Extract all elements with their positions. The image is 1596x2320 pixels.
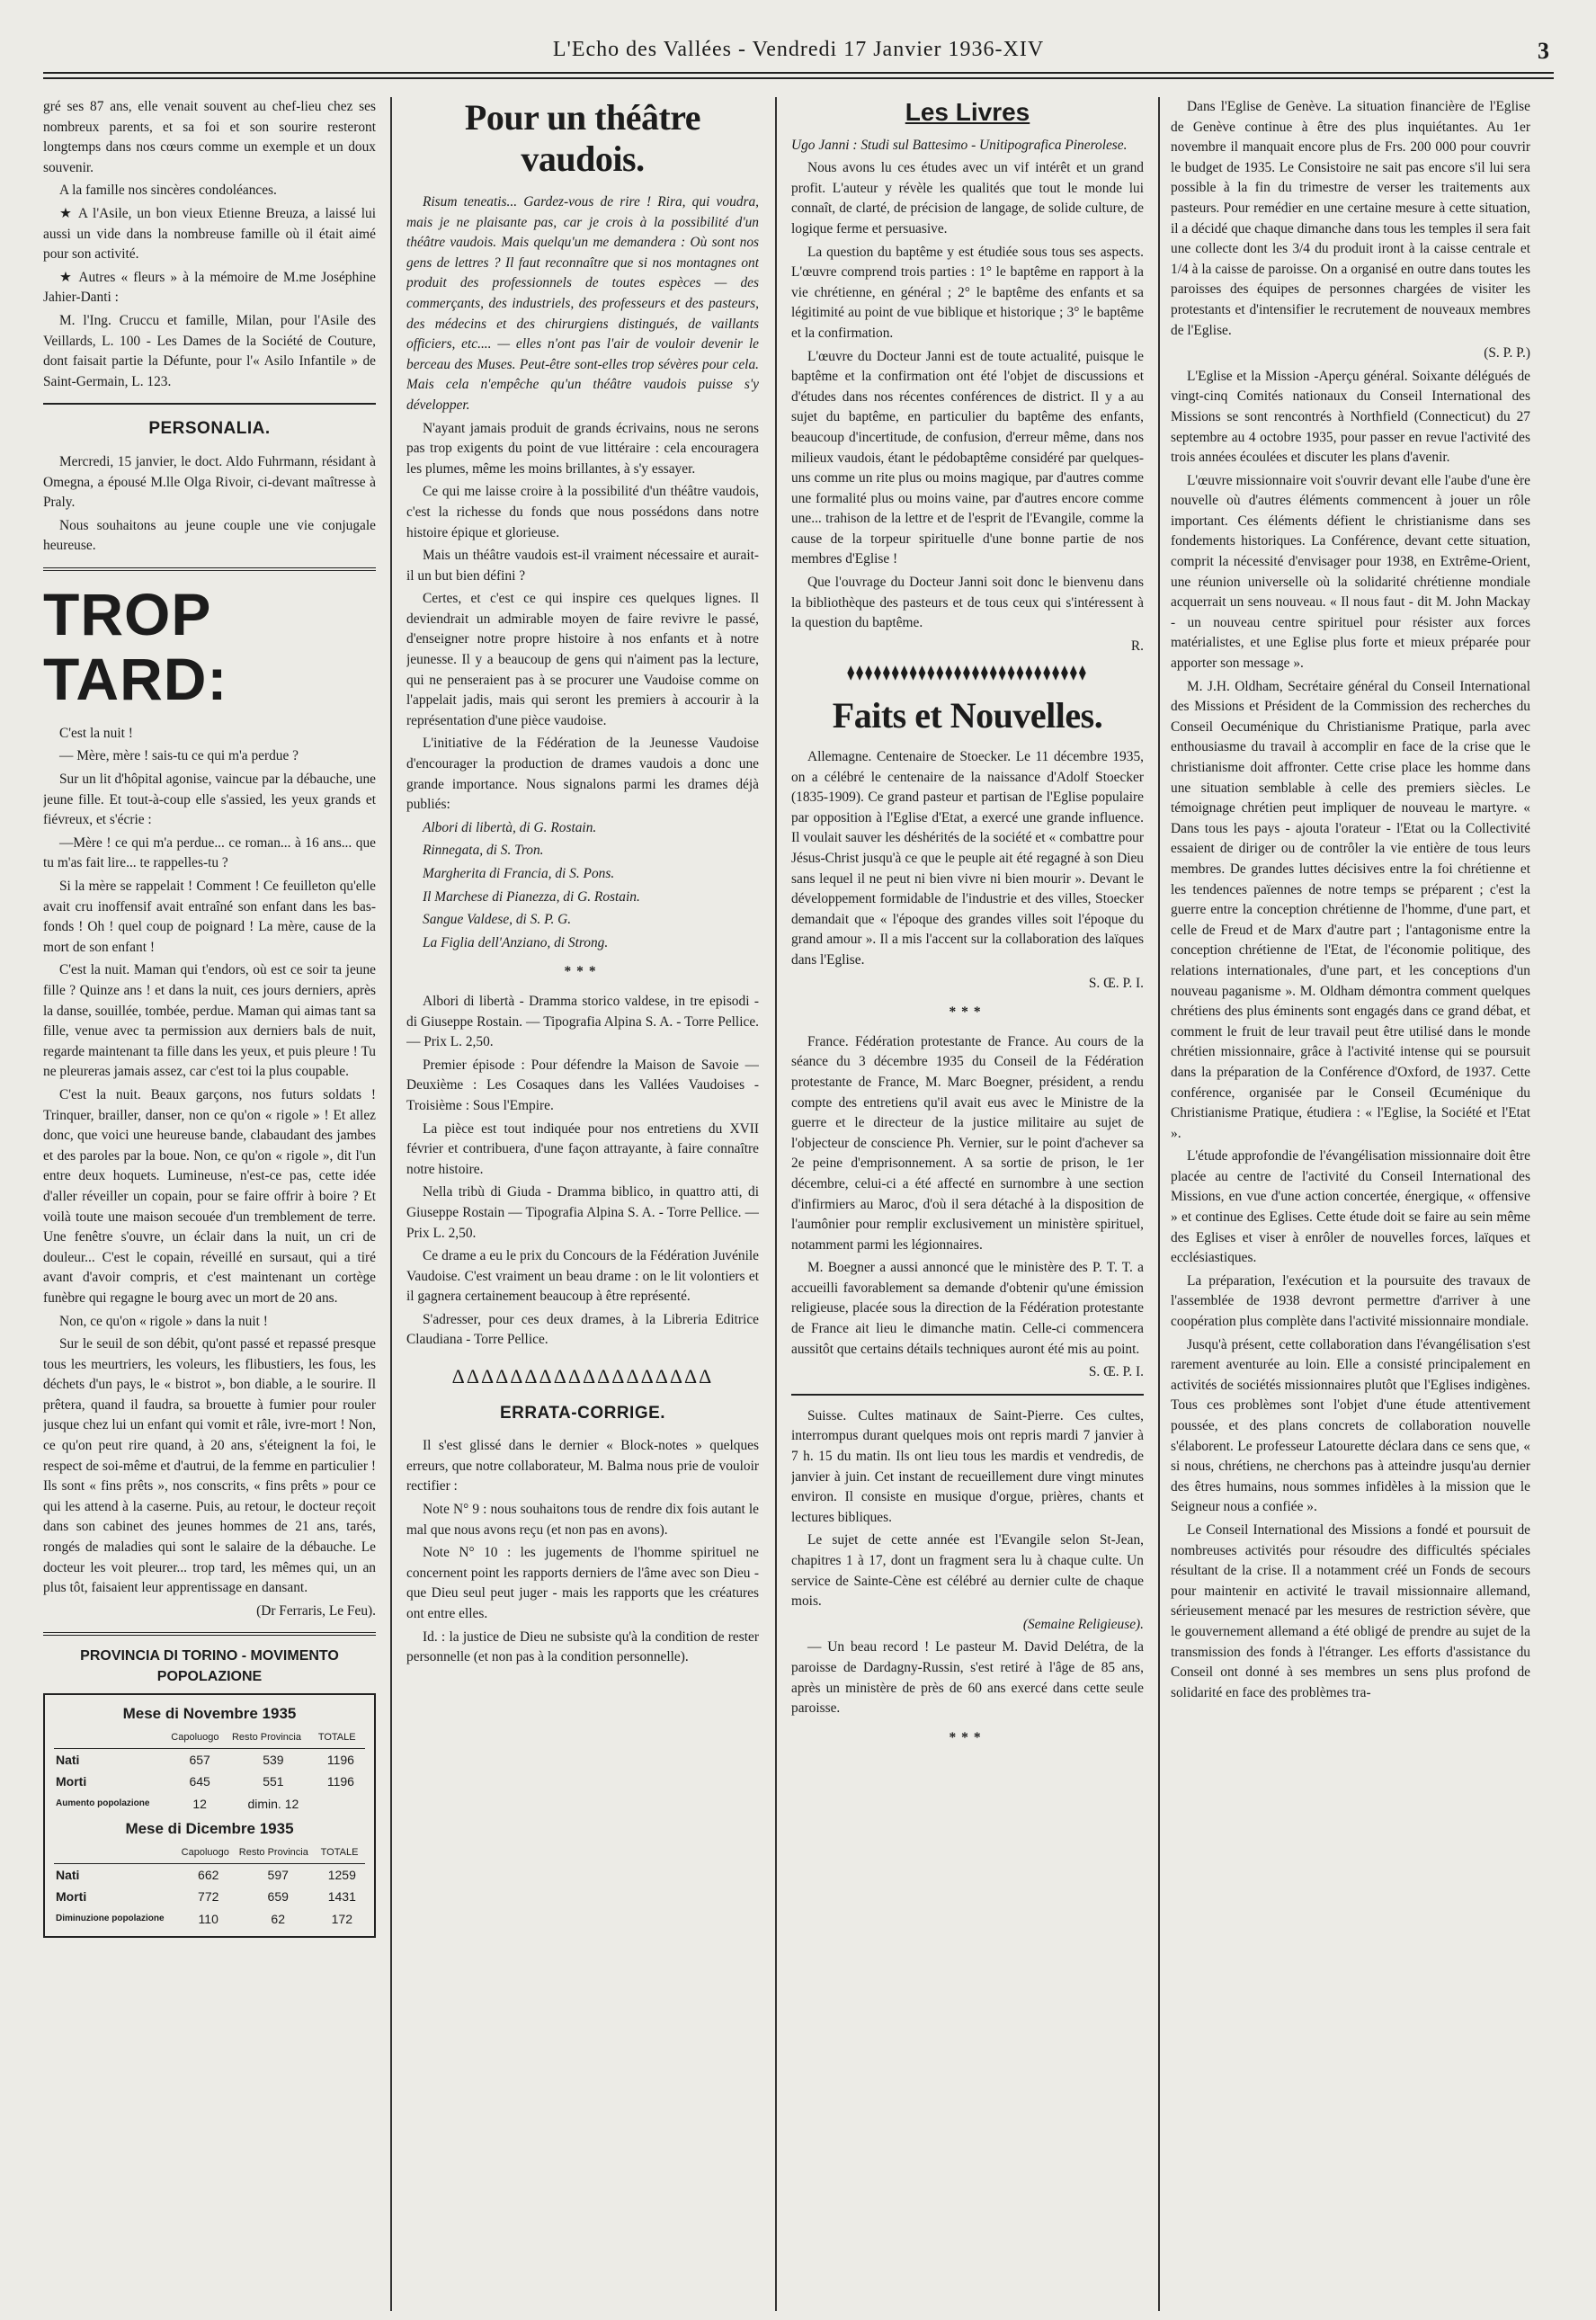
article-paragraph: M. l'Ing. Cruccu et famille, Milan, pour l'Asile des Veillards, L. 100 - Les Dames de la Société de Couture, dont faisait partie la Défunte, pour l'« Asilo Infantile » de Saint-Germain, L. 123. (43, 312, 376, 389)
section-rule (43, 1632, 376, 1636)
page-number: 3 (1538, 38, 1550, 64)
article-paragraph: Risum teneatis... Gardez-vous de rire ! Rira, qui voudra, mais je ne plaisante pas, car je crois à la possibilité d'un théâtre vaudois. Mais quelqu'un me demandera : Où sont nos gens de lettres ? Il faut reconnaître que si nos montagnes ont produit des professionnels de toutes espèces — des commerçants, des industriels, des professeurs et des pasteurs, des médecins et des chirurgiens distingués, de vaillants officiers, etc.... — elles n'ont pas l'air de vouloir devenir le berceau des Muses. Peut-être sont-elles trop sévères pour cela. Mais cela n'empêche qu'un théâtre vaudois puisse s'y développer. (406, 194, 759, 413)
article-paragraph: M. J.H. Oldham, Secrétaire général du Conseil International des Missions et Président de la Commission des recherches du Conseil Oecuménique du Christianisme Pratique, parla avec enthousiasme du travail à accomplir en face de la crise que le christianisme doit affronter. Cette crise place les homme dans une situation semblable à celle des premiers siècles. Le témoignage chrétien peut impliquer de nouveau le martyre. « Dans tous les pays - ajouta l'orateur - l'Etat ou la Collectivité essaient de diriger ou de contrôler la vie entière de tous leurs membres. De grandes luttes décisives entre la foi chrétienne et les tendences païennes de notre temps se préparent ; c'est la guerre entre la conception chrétienne de l'homme, d'une part, et celle de Freud et de Marx d'autre part ; l'antagonisme entre la conception chrétienne de l'Etat, de l'économie politique, des relations internationales, d'une part, et les conceptions d'un nouveau paganisme ». M. Oldham démontra comment quelques chrétiens des plus éminents sont engagés dans ce grand débat, et comment le fruit de leur travail peut être utilisé dans le monde chrétien missionnaire, grâce à l'activité intense qui se poursuit dans la préparation de la Conférence d'Oxford, de 1937. Cette conférence, organisée par le Conseil Œcuménique du Christianisme Pratique, étudiera : « l'Eglise, la Société et l'Etat ». (1171, 678, 1530, 1141)
table-cell: Nati (56, 1752, 80, 1767)
table-header (54, 1727, 169, 1748)
population-title: PROVINCIA DI TORINO - MOVIMENTO POPOLAZIONE (80, 1648, 339, 1684)
article-signature: S. Œ. P. I. (1088, 1364, 1144, 1380)
article-paragraph: Nella tribù di Giuda - Dramma biblico, in quattro atti, di Giuseppe Rostain — Tipografia Alpina S. A. - Torre Pellice. — Prix L. 2,50. (406, 1184, 759, 1241)
article-paragraph: Mais un théâtre vaudois est-il vraiment nécessaire et aurait-il un but bien défini ? (406, 548, 759, 584)
article-signature: (Dr Ferraris, Le Feu). (256, 1602, 376, 1619)
article-paragraph: Mercredi, 15 janvier, le doct. Aldo Fuhrmann, résidant à Omegna, a épousé M.lle Olga Rivoir, ci-devant maîtresse à Praly. (43, 453, 376, 511)
table-cell: 1196 (326, 1774, 354, 1789)
article-paragraph: Non, ce qu'on « rigole » dans la nuit ! (59, 1313, 268, 1329)
table-cell: 1259 (327, 1867, 356, 1882)
article-paragraph: Jusqu'à présent, cette collaboration dans l'évangélisation s'est rarement aventurée au loin. Elle a consisté principalement en activités de sociétés missionnaires plutôt que l'Eglises indigènes. Tous ces problèmes sont l'objet d'une étude attentivement poussée, et des plans concrets de collaboration nouvelle s'élaborent. Le professeur Latourette déclara dans ce sens que, « si nous, chrétiens, ne cherchons pas à atteindre jusqu'au dernier des êtres humains, nous sommes infidèles à la mission que le Seigneur nous a confiée ». (1171, 1336, 1530, 1515)
errata-heading: ERRATA-CORRIGE. (499, 1403, 666, 1423)
section-stars: *** (564, 964, 602, 980)
ornament-band: ⧫⧫⧫⧫⧫⧫⧫⧫⧫⧫⧫⧫⧫⧫⧫⧫⧫⧫⧫⧫⧫⧫⧫⧫⧫⧫⧫ (847, 665, 1088, 682)
table-row (54, 1908, 365, 1931)
population-month: Mese di Novembre 1935 (122, 1704, 297, 1722)
table-cell: 110 (198, 1911, 218, 1926)
masthead-title: L'Echo des Vallées - Vendredi 17 Janvier 1936-XIV (552, 38, 1045, 61)
section-rule (43, 403, 376, 405)
table-cell: 662 (198, 1867, 219, 1882)
article-signature: (Semaine Religieuse). (1022, 1616, 1144, 1632)
table-cell: Morti (56, 1889, 87, 1905)
column-divider (775, 97, 777, 2311)
section-stars: *** (949, 1004, 986, 1021)
table-cell: 62 (271, 1911, 285, 1926)
article-paragraph: Le Conseil International des Missions a fondé et poursuit de nombreuses activités pour résoudre des difficultés spéciales résultant de la crise. Il a notamment créé un Fonds de secours pour maintenir en activité le travail missionnaire allemand, sérieusement menacé par les mesures de restriction sévère, que le gouvernement allemand a été obligé de prendre au sujet de la transmission des fonds à l'étranger. Les efforts d'assistance du Conseil ont donné à ses membres un sens plus profond de solidarité en face des problèmes tra- (1171, 1521, 1530, 1700)
works-list-item: Albori di libertà, di G. Rostain. (423, 819, 597, 835)
population-month: Mese di Dicembre 1935 (125, 1819, 294, 1837)
table-cell: 659 (267, 1889, 289, 1905)
table-cell: 772 (198, 1889, 219, 1905)
table-row (54, 1793, 365, 1816)
article-paragraph: Ugo Janni : Studi sul Battesimo - Unitipografica Pinerolese. (791, 137, 1128, 153)
article-paragraph: Note N° 10 : les jugements de l'homme spirituel ne concernent point les rapports derniers de l'âme avec son Dieu - que Dieu seul peut juger - mais les rapports que les créatures ont entre elles. (406, 1545, 759, 1621)
table-cell: Nati (56, 1867, 80, 1882)
article-paragraph: C'est la nuit ! (59, 725, 133, 741)
table-header: TOTALE (317, 1727, 365, 1748)
article-paragraph: ★ A l'Asile, un bon vieux Etienne Breuza, a laissé lui aussi un vide dans la nombreuse famille où il était aimé pour son activité. (43, 205, 376, 263)
article-paragraph: —Mère ! ce qui m'a perdue... ce roman... à 16 ans... que tu m'as fait lire... te rappelles-tu ? (43, 834, 376, 871)
article-paragraph: C'est la nuit. Beaux garçons, nos futurs soldats ! Trinquer, brailler, danser, non ce qu'on « rigole » ! Et allez donc, que voici une heureuse bande, clabaudant des jambes et des paroles par la boue. Non, ce qu'on « rigole », dit l'un entre deux hoquets. Lumineuse, n'est-ce pas, cette idée d'aller réveiller un copain, pour se faire offrir à boire ? Et voilà toute une maison secouée d'un tremblement de terre. Une fenêtre s'ouvre, un éclair dans la nuit, un cri de douleur... C'est le copain, réveillé en sursaut, qui a tiré avant d'avoir compris, et c'est maintenant un cortège funèbre qui regagne le bourg avec un mort de 20 ans. (43, 1086, 376, 1306)
table-cell: Morti (56, 1774, 87, 1789)
personalia-heading: PERSONALIA. (148, 419, 271, 439)
article-signature: R. (1130, 638, 1144, 654)
article-paragraph: Il s'est glissé dans le dernier « Block-notes » quelques erreurs, que notre collaborateur, M. Balma nous prie de vouloir rectifier : (406, 1438, 759, 1495)
article-paragraph: Id. : la justice de Dieu ne subsiste qu'à la condition de rester personnelle (et non pas à la condition personnelle). (406, 1628, 759, 1665)
article-paragraph: Note N° 9 : nous souhaitons tous de rendre dix fois autant le mal que nous avons reçu (et non pas en avons). (406, 1502, 759, 1538)
article-paragraph: L'Eglise et la Mission -Aperçu général. Soixante délégués de vingt-cinq Comités nationaux du Conseil International des Missions se sont rencontrés à Northfield (Connecticut) du 27 septembre au 4 octobre 1935, pour passer en revue l'activité des trois années écoulées et discuter les plans d'avenir. (1171, 368, 1530, 466)
table-cell: Diminuzione popolazione (56, 1913, 165, 1923)
table-header (54, 1843, 180, 1863)
population-table (54, 1727, 365, 1815)
article-paragraph: La pièce est tout indiquée pour nos entretiens du XVII février et contribuera, d'une façon attrayante, à faire connaître notre histoire. (406, 1120, 759, 1177)
article-paragraph: Sur un lit d'hôpital agonise, vaincue par la débauche, une jeune fille. Et tout-à-coup elle s'assied, les yeux grands et fiévreux, et s'écrie : (43, 772, 376, 828)
table-header: Capoluogo (169, 1727, 230, 1748)
table-cell: 551 (263, 1774, 284, 1789)
article-paragraph: Nous souhaitons au jeune couple une vie conjugale heureuse. (43, 517, 376, 554)
theatre-title: Pour un théâtre vaudois. (464, 97, 701, 179)
article-paragraph: Allemagne. Centenaire de Stoecker. Le 11 décembre 1935, on a célébré le centenaire de la naissance d'Adolf Stoecker (1835-1909). Ce grand pasteur et partisan de l'Eglise populaire par opposition à l'Eglise d'Etat, a exercé une grande influence. Il voulait sauver les déshérités de la société et « combattre pour Jésus-Christ jusqu'à ce que le peuple ait été regagné à son Dieu sans lequel il ne peut ni bien vivre ni bien mourir ». Devant le développement formidable de l'industrie et des villes, Stoecker demandait que « l'époque des grandes villes soit l'époque du grand amour ». Il a mis l'accent sur la collaboration des laïques dans l'Eglise. (791, 749, 1144, 968)
table-row (54, 1886, 365, 1908)
population-box (43, 1693, 376, 1938)
header-rule-2 (43, 77, 1554, 79)
article-paragraph: L'étude approfondie de l'évangélisation missionnaire doit être placée au centre de l'activité du Conseil International des Missions, en vue d'une action concertée, énergique, « offensive » et continue des Eglises. Cette étude doit se faire au sein même des Eglises et viser à enrôler de nouvelles forces, laïques et ecclésiastiques. (1171, 1148, 1530, 1266)
trop-tard-heading: TROP TARD: (43, 580, 228, 712)
header-rule (43, 72, 1554, 74)
table-row (54, 1771, 365, 1793)
table-cell: 645 (189, 1774, 210, 1789)
triangle-ornament: ΔΔΔΔΔΔΔΔΔΔΔΔΔΔΔΔΔΔ (451, 1367, 714, 1388)
column-4 (1171, 97, 1530, 2311)
table-cell (317, 1793, 365, 1816)
article-paragraph: Que l'ouvrage du Docteur Janni soit donc le bienvenu dans la bibliothèque des pasteurs et de tous ceux qui s'intéressent à la question du baptême. (791, 575, 1144, 631)
table-row (54, 1863, 365, 1886)
article-paragraph: N'ayant jamais produit de grands écrivains, nous ne serons pas trop exigents du point de vue littéraire : cela encouragera les plumes, même les moins brillantes, à s'y essayer. (406, 420, 759, 477)
works-list-item: La Figlia dell'Anziano, di Strong. (423, 934, 609, 950)
column-divider (1158, 97, 1160, 2311)
table-cell: Aumento popolazione (56, 1798, 150, 1808)
article-paragraph: — Mère, mère ! sais-tu ce qui m'a perdue ? (59, 748, 299, 764)
article-signature: S. Œ. P. I. (1088, 975, 1144, 991)
section-rule (43, 567, 376, 571)
works-list-item: Margherita di Francia, di S. Pons. (423, 866, 615, 881)
article-paragraph: Sur le seuil de son débit, qu'ont passé et repassé presque tous les meurtriers, les voleurs, les flibustiers, les fous, les déchets d'un pays, le « bistrot », bon diable, a le sourire. Il prêtera, quand il faudra, sa brouette à fumier pour rouler jusque chez lui un enfant qui vomit et râle, ivre-mort ! Non, ce qu'on peut rire quand, à 20 ans, s'éteignent la foi, le respect de soi-même et d'autrui, de la femme en particulier ! Ils sont « fins prêts », nos conscrits, « fins prêts » pour ce qui les attend à la caserne. Puis, au retour, le docteur reçoit dans son cabinet des jeunes hommes de 21 ans, tarés, rongés de maladies qui sont le salaire de la débauche. Le docteur les voit pleurer... trop tard, les mêmes qui, un an plus tôt, faisaient leur apprentissage en dansant. (43, 1336, 376, 1596)
table-cell: 12 (192, 1796, 207, 1811)
livres-heading: Les Livres (905, 98, 1030, 126)
article-paragraph: Dans l'Eglise de Genève. La situation financière de l'Eglise de Genève continue à être des plus inquiétantes. Au 1er novembre il manquait encore plus de Frs. 200 000 pour couvrir le budget de 1935. Le Consistoire ne sait pas encore s'il lui sera possible à la fin du trimestre de verser les traitements aux pasteurs. Pour remédier en une certaine mesure à cette situation, il a décidé que chaque dimanche dans tous les temples il sera fait une collecte dont les 3/4 du produit iront à la caisse centrale et 1/4 à la caisse de paroisse. On a organisé en outre dans toutes les paroisses des équipes de personnes chargées de visiter les protestants et d'intensifier le recrutement de nouveaux membres de l'Eglise. (1171, 99, 1530, 338)
population-table (54, 1843, 365, 1930)
table-cell: dimin. 12 (247, 1796, 299, 1811)
table-cell: 539 (263, 1752, 284, 1767)
works-list-item: Rinnegata, di S. Tron. (423, 843, 544, 859)
article-paragraph: Certes, et c'est ce qui inspire ces quelques lignes. Il deviendrait un admirable moyen de faire revivre le passé, d'enseigner notre propre histoire à nos enfants et à notre jeunesse. Il y a beaucoup de gens qui n'aiment pas la lecture, qui ne penseraient pas à se procurer une Vaudoise comme on l'appelait jadis, mais qui seront les premiers à accourir à la représentation d'une pièce vaudoise. (406, 591, 759, 728)
masthead (43, 38, 1554, 68)
works-list-item: Sangue Valdese, di S. P. G. (423, 912, 572, 928)
table-header: Resto Provincia (230, 1727, 317, 1748)
article-paragraph: L'œuvre missionnaire voit s'ouvrir devant elle l'aube d'une ère nouvelle où d'autres éléments commencent à jouer un rôle important. Ces éléments défient le christianisme dans ses fondements historiques. La Conférence, devant cette situation, comprit la nécessité d'envisager pour 1938, en Extrême-Orient, une réunion universelle où la solidarité chrétienne mondiale acquerrait un sens nouveau. « Il nous faut - dit M. John Mackay - un nouveau centre spirituel pour résister aux forces matérialistes, et une Eglise plus forte et mieux préparée pour apporter son message ». (1171, 472, 1530, 672)
column-2 (406, 97, 759, 2311)
article-paragraph: Premier épisode : Pour défendre la Maison de Savoie — Deuxième : Les Cosaques dans les Vallées Vaudoises - Troisième : Sous l'Empire. (406, 1057, 759, 1113)
column-3 (791, 97, 1144, 2311)
table-cell: 1431 (327, 1889, 356, 1905)
table-row (54, 1748, 365, 1771)
article-paragraph: — Un beau record ! Le pasteur M. David Delétra, de la paroisse de Dardagny-Russin, s'est retiré à l'âge de 85 ans, après un ministère de près de 60 ans exercé dans cette seule paroisse. (791, 1639, 1144, 1717)
article-paragraph: L'œuvre du Docteur Janni est de toute actualité, puisque le baptême et la confirmation ont été l'objet de discussions et d'études dans nos récentes conférences de district. Il y a au sujet du baptême, en particulier du baptême des enfants, beaucoup d'incertitude, de confusion, d'erreur même, dans nos milieux vaudois, étant le pédobaptême considéré par quelques-uns comme un rite plus ou moins magique, par d'autres comme une formalité plus ou moins vaine, par d'autres encore comme une... trahison de la lettre et de l'esprit de l'Evangile, comme la cause de la torpeur spirituelle d'une bonne partie de nos membres d'Eglise ! (791, 348, 1144, 567)
table-cell: 172 (331, 1911, 352, 1926)
table-cell: 657 (189, 1752, 210, 1767)
faits-heading: Faits et Nouvelles. (832, 695, 1103, 736)
section-rule (791, 1394, 1144, 1396)
article-paragraph: L'initiative de la Fédération de la Jeunesse Vaudoise d'encourager la production de drames vaudois a donc une grande importance. Nous signalons parmi les drames déjà publiés: (406, 736, 759, 813)
article-paragraph: Ce drame a eu le prix du Concours de la Fédération Juvénile Vaudoise. C'est vraiment un beau drame : on le lit volontiers et il gagnera certainement beaucoup à être représenté. (406, 1248, 759, 1305)
article-paragraph: La préparation, l'exécution et la poursuite des travaux de l'assemblée de 1938 devront permettre d'arriver à une coopération plus complète dans l'activité missionnaire mondiale. (1171, 1272, 1530, 1330)
article-paragraph: ★ Autres « fleurs » à la mémoire de M.me Joséphine Jahier-Danti : (43, 269, 376, 306)
table-header: TOTALE (319, 1843, 365, 1863)
section-stars: *** (949, 1729, 986, 1745)
article-signature: (S. P. P.) (1484, 345, 1530, 361)
article-paragraph: France. Fédération protestante de France. Au cours de la séance du 3 décembre 1935 du Conseil de la Fédération protestante de France, M. Marc Boegner, président, a rendu compte des entretiens qu'il avait eus avec le Ministre de la guerre et le directeur de la justice militaire au sujet de l'objecteur de conscience Ph. Vernier, sur le point d'achever sa 2e peine d'emprisonnement. A sa sortie de prison, le 1er décembre, celui-ci a été affecté en surnombre à une section d'infirmiers au Maroc, d'où il sera détaché à la disposition de l'aumônier pour remplir exclusivement un ministère spirituel, notamment parmi les légionnaires. (791, 1033, 1144, 1253)
table-header: Resto Provincia (237, 1843, 319, 1863)
article-paragraph: S'adresser, pour ces deux drames, à la Libreria Editrice Claudiana - Torre Pellice. (406, 1311, 759, 1348)
article-paragraph: M. Boegner a aussi annoncé que le ministère des P. T. T. a accueilli favorablement sa demande d'obtenir qu'une émission religieuse, placée sous la direction de la Fédération protestante de France ait lieu le dimanche matin. Celle-ci commencera aussitôt que certains détails techniques auront été mis au point. (791, 1260, 1144, 1357)
article-paragraph: Suisse. Cultes matinaux de Saint-Pierre. Ces cultes, interrompus durant quelques mois ont repris mardi 7 janvier à 7 h. 15 du matin. Ils ont lieu tous les mardis et vendredis, de janvier à juin. Cet instant de recueillement dure vingt minutes environ. Il consiste en musique d'orgue, prières, chants et lectures bibliques. (791, 1407, 1144, 1525)
column-divider (390, 97, 392, 2311)
article-paragraph: Le sujet de cette année est l'Evangile selon St-Jean, chapitres 1 à 17, dont un fragment sera lu à chaque culte. Un service de Sainte-Cène est célébré au dernier culte de chaque mois. (791, 1532, 1144, 1610)
article-paragraph: gré ses 87 ans, elle venait souvent au chef-lieu chez ses nombreux parents, et sa foi et son sourire resteront longtemps dans nos cœurs comme un exemple et un doux souvenir. (43, 99, 376, 175)
article-paragraph: Albori di libertà - Dramma storico valdese, in tre episodi - di Giuseppe Rostain. — Tipografia Alpina S. A. - Torre Pellice. — Prix L. 2,50. (406, 993, 759, 1050)
table-cell: 1196 (326, 1752, 354, 1767)
article-paragraph: A la famille nos sincères condoléances. (59, 183, 277, 199)
works-list-item: Il Marchese di Pianezza, di G. Rostain. (423, 888, 640, 905)
table-header: Capoluogo (180, 1843, 237, 1863)
article-paragraph: Ce qui me laisse croire à la possibilité d'un théâtre vaudois, c'est la richesse du fonds que nous possédons dans notre histoire épique et glorieuse. (406, 484, 759, 540)
article-paragraph: Nous avons lu ces études avec un vif intérêt et un grand profit. L'auteur y révèle les qualités que tout le monde lui connaît, de clarté, de précision de langage, de solide culture, de logique ferme et persuasive. (791, 160, 1144, 236)
article-paragraph: La question du baptême y est étudiée sous tous ses aspects. L'œuvre comprend trois parties : 1° le baptême en rapport à la vie chrétienne, en général ; 2° le baptême des enfants et sa légitimité au point de vue biblique et historique ; 3° le baptême et la confirmation. (791, 244, 1144, 341)
article-paragraph: Si la mère se rappelait ! Comment ! Ce feuilleton qu'elle avait cru inoffensif avait entraîné son enfant dans les bas-fonds ! Oh ! quel coup de poignard ! La mère, cause de la mort de son enfant ! (43, 879, 376, 955)
column-1 (43, 97, 376, 2311)
article-paragraph: C'est la nuit. Maman qui t'endors, où est ce soir ta jeune fille ? Quinze ans ! et dans la nuit, ces jours derniers, après la danse, souillée, tombée, perdue. Maman qui aimas tant sa fille, venue avec ta permission aux derniers bals de nuit, regarde maintenant ta fille dans les yeux, et puis pleure ! Tu ne pleureras jamais assez, car c'est toi la plus coupable. (43, 962, 376, 1080)
table-cell: 597 (267, 1867, 289, 1882)
